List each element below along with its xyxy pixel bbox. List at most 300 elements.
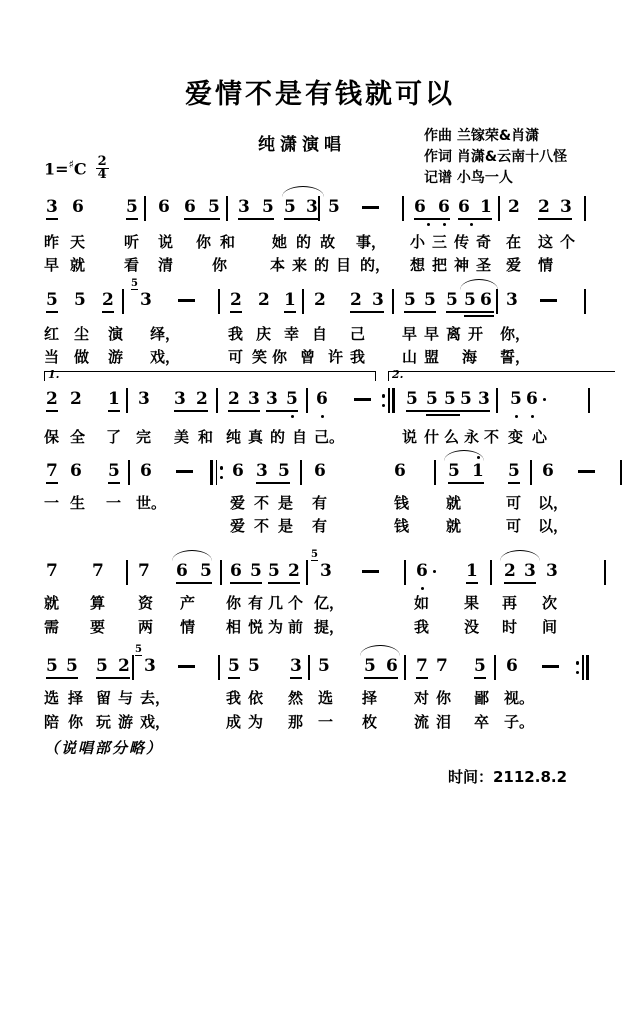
lyric: 神 (454, 256, 470, 274)
note: 6 (70, 461, 82, 481)
octave-dot-low (531, 415, 534, 418)
lyric: 清 (158, 256, 174, 274)
lyric: 对 (414, 689, 430, 707)
note-underline (286, 410, 298, 412)
octave-dot-low (421, 587, 424, 590)
lyric: 什 (424, 428, 440, 446)
lyric: 一 (106, 494, 122, 512)
duration-dash (178, 299, 195, 302)
lyric: 在 (506, 233, 522, 251)
bar-line (218, 655, 220, 680)
note: 5 (474, 657, 486, 676)
slur-arc (500, 550, 540, 561)
repeat-dots (382, 394, 385, 407)
note-underline (438, 218, 450, 220)
lyric: 许 (328, 348, 344, 366)
repeat-end-sign (576, 655, 589, 680)
note: 3 (506, 290, 518, 310)
note-underline (250, 582, 262, 584)
note: 7 (138, 561, 150, 581)
note: 3 (256, 462, 284, 481)
lyric: 是 (278, 517, 294, 535)
lyric: 钱 (394, 494, 410, 512)
lyric: 己 (350, 325, 366, 343)
staff-system (0, 278, 640, 366)
repeat-dots (220, 466, 223, 479)
note: 5 (424, 291, 436, 310)
note-underline (126, 218, 138, 220)
lyric: 奇 (476, 233, 492, 251)
duration-dash (178, 665, 195, 668)
grace-note: 5 (135, 644, 142, 655)
composer-credit: 作曲 兰镓荣&肖潇 (424, 128, 540, 144)
lyric: 和 (220, 233, 236, 251)
note: 5 (228, 657, 240, 676)
lyric: 爱 (230, 494, 246, 512)
lyric: 那 (288, 713, 304, 731)
lyric: 本 (270, 256, 286, 274)
note: 2 (538, 198, 568, 217)
lyric: 圣 (476, 256, 492, 274)
note: 3 5 (311, 549, 332, 581)
barline-thick (586, 655, 589, 680)
lyric: 不 (254, 494, 270, 512)
lyric: 她 (272, 233, 288, 251)
note: 2 (102, 291, 114, 310)
lyric: 天 (70, 233, 86, 251)
lyric: 绎， (150, 325, 181, 343)
key-note: C (73, 159, 87, 179)
note: 2 (288, 562, 300, 581)
lyric: 目 (336, 256, 352, 274)
bar-line (216, 388, 218, 413)
lyric: 誓， (500, 348, 531, 366)
lyric: 尘 (74, 325, 90, 343)
lyric: 和 (198, 428, 214, 446)
note-underline (278, 482, 290, 484)
note: 3 (174, 390, 202, 409)
lyric: 择 (362, 689, 378, 707)
note: 6 (314, 461, 326, 481)
lyric: 去， (140, 689, 171, 707)
note: 7 (46, 561, 58, 581)
lyric: 的 (296, 233, 312, 251)
lyric: 的 (314, 256, 330, 274)
note: 3 (524, 562, 536, 581)
barline-thick (392, 388, 395, 413)
lyric: 全 (70, 428, 86, 446)
note: 3 (560, 198, 572, 217)
note-underline (306, 218, 318, 220)
note: 5 (510, 390, 522, 409)
note: 3 (138, 389, 150, 409)
volta-label: 1. (48, 368, 60, 381)
lyric: 提， (314, 618, 345, 636)
lyric: 需 (44, 618, 60, 636)
bar-line (588, 388, 590, 413)
bar-line (308, 655, 310, 680)
bar-line (584, 289, 586, 314)
lyric: 这 (538, 233, 554, 251)
volta-bracket (44, 368, 376, 381)
duration-dot (543, 398, 546, 401)
note: 6 (184, 198, 218, 217)
duration-dash (362, 570, 379, 573)
note: 2 (258, 290, 270, 310)
note-underline (288, 582, 300, 584)
note: 2 (508, 197, 520, 217)
note: 5 (250, 562, 262, 581)
note: 6 (542, 461, 554, 481)
note: 6 (458, 198, 488, 217)
lyric: 我 (226, 689, 242, 707)
note: 5 (126, 198, 138, 217)
note-underline (480, 315, 492, 317)
repeat-dot (576, 671, 579, 674)
lyric: 传 (454, 233, 470, 251)
staff-system (0, 461, 640, 535)
note-underline (474, 677, 486, 679)
lyric: 听 (124, 233, 140, 251)
note: 5 (328, 197, 340, 217)
lyric: 一 (318, 713, 334, 731)
note: 5 (208, 198, 220, 217)
note: 6 (158, 197, 170, 217)
lyric: 当 (44, 348, 60, 366)
note-underline (196, 410, 208, 412)
note-underline (480, 218, 492, 220)
bar-line (302, 289, 304, 314)
lyric: 我 (228, 325, 244, 343)
note: 1 (284, 291, 296, 310)
repeat-end-sign (382, 388, 395, 413)
note: 7 (436, 656, 448, 676)
lyric: 游 (118, 713, 134, 731)
note: 5 (508, 462, 520, 481)
note: 5 (464, 291, 494, 310)
note: 2 (70, 389, 82, 409)
note: 6 (386, 657, 398, 676)
note: 2 (314, 290, 326, 310)
lyric: 然 (288, 689, 304, 707)
lyric: 与 (118, 689, 134, 707)
note: 5 (426, 390, 460, 409)
note-underline (386, 677, 398, 679)
lyric: 你， (500, 325, 531, 343)
note: 3 (478, 389, 490, 409)
note: 5 (248, 656, 260, 676)
lyric: 不 (254, 517, 270, 535)
octave-dot-low (291, 415, 294, 418)
note: 1 (480, 198, 492, 217)
lyric: 爱 (230, 517, 246, 535)
lyric: 留 (96, 689, 112, 707)
note: 5 (364, 657, 390, 676)
lyric: 离 (446, 325, 462, 343)
lyric: 海 (462, 348, 478, 366)
duration-dash (542, 665, 559, 668)
note: 3 (238, 198, 270, 217)
lyric: 有 (248, 594, 264, 612)
note-underline (118, 677, 130, 679)
note: 6 (176, 562, 206, 581)
lyric: 情 (538, 256, 554, 274)
grace-note: 5 (311, 549, 318, 560)
note: 6 (232, 461, 244, 481)
lyric: 鄙 (474, 689, 490, 707)
bar-line (128, 460, 130, 485)
bar-line (496, 289, 498, 314)
lyric: 果 (464, 594, 480, 612)
lyric: 你 (436, 689, 452, 707)
lyric: 世。 (136, 494, 167, 512)
note: 6 (416, 562, 428, 581)
note: 5 (446, 291, 494, 310)
note-underline (108, 410, 120, 412)
lyric: 可 (506, 494, 522, 512)
meter-denominator: 4 (97, 166, 107, 182)
lyric: 的， (360, 256, 391, 274)
lyric: 个 (288, 594, 304, 612)
bar-line (620, 460, 622, 485)
note: 6 (506, 656, 518, 676)
duration-dash (176, 470, 193, 473)
barline-thin (388, 388, 390, 413)
lyric: 纯 (226, 428, 242, 446)
lyric: 么 (444, 428, 460, 446)
bar-line (126, 560, 128, 585)
note: 5 (200, 562, 212, 581)
lyric: 就 (446, 494, 462, 512)
key-prefix: 1= (44, 159, 69, 179)
lyric: 依 (248, 689, 264, 707)
note: 6 (438, 198, 450, 217)
octave-dot-low (515, 415, 518, 418)
note-underline (208, 218, 220, 220)
lyric: 早 (402, 325, 418, 343)
note-underline (46, 311, 58, 313)
lyric: 戏， (150, 348, 181, 366)
note: 5 (460, 389, 472, 409)
lyric: 曾 (300, 348, 316, 366)
barline-thin (216, 460, 218, 485)
note-underline (372, 311, 384, 313)
lyric: 幸 (284, 325, 300, 343)
lyric: 的 (270, 428, 286, 446)
note: 5 (286, 390, 298, 409)
lyric: 完 (136, 428, 152, 446)
lyric: 真 (248, 428, 264, 446)
note: 5 (448, 462, 482, 481)
note-underline (524, 582, 536, 584)
lyric: 昨 (44, 233, 60, 251)
note-underline (466, 582, 478, 584)
lyric: 是 (278, 494, 294, 512)
lyric: 红 (44, 325, 60, 343)
slur-arc (460, 279, 498, 290)
lyric: 为 (268, 618, 284, 636)
octave-dot-low (321, 415, 324, 418)
duration-dash (578, 470, 595, 473)
lyric: 事， (356, 233, 387, 251)
lyric: 玩 (96, 713, 112, 731)
note-underline (46, 482, 58, 484)
note: 6 (480, 291, 492, 310)
note: 6 (526, 390, 538, 409)
slur-arc (172, 550, 212, 561)
lyric: 相 (226, 618, 242, 636)
note-underline (262, 218, 274, 220)
note: 6 (394, 461, 406, 481)
note: 3 (546, 561, 558, 581)
bar-line (530, 460, 532, 485)
note: 6 (72, 197, 84, 217)
note: 7 (92, 561, 104, 581)
lyric: 产 (180, 594, 196, 612)
lyric: 为 (248, 713, 264, 731)
note: 2 (46, 390, 58, 409)
sharp-accidental: ♯ (68, 158, 74, 171)
note-underline (424, 311, 436, 313)
duration-dot (433, 570, 436, 573)
lyric: 做 (74, 348, 90, 366)
lyric: 泪 (436, 713, 452, 731)
volta-label: 2. (392, 368, 404, 381)
staff-system (0, 368, 640, 446)
note: 5 (46, 291, 58, 310)
lyric: 变 (508, 428, 524, 446)
lyric: 选 (318, 689, 334, 707)
note: 6 (316, 390, 328, 409)
note: 3 (290, 657, 302, 676)
performer: 纯潇演唱 (258, 135, 346, 155)
note: 6 (230, 562, 256, 581)
lyric: 己。 (314, 428, 345, 446)
note-underline (290, 677, 302, 679)
lyric: 要 (90, 618, 106, 636)
lyric: 几 (268, 594, 284, 612)
lyric: 个 (560, 233, 576, 251)
lyric: 再 (502, 594, 518, 612)
note: 3 (266, 390, 292, 409)
staff-system (0, 197, 640, 274)
lyric: 庆 (256, 325, 272, 343)
lyric: 间 (542, 618, 558, 636)
note: 1 (466, 562, 478, 581)
lyric: 钱 (394, 517, 410, 535)
lyric: 小 (410, 233, 426, 251)
staff-system (0, 644, 640, 731)
repeat-dot (220, 476, 223, 479)
duration-dash (540, 299, 557, 302)
bar-line (490, 560, 492, 585)
note: 1 (472, 462, 484, 481)
lyric: 看 (124, 256, 140, 274)
note: 3 (248, 390, 260, 409)
bar-line (584, 196, 586, 221)
lyric: 自 (292, 428, 308, 446)
lyric: 盟 (424, 348, 440, 366)
bar-line (218, 289, 220, 314)
lyric: 你 (68, 713, 84, 731)
note: 5 (318, 656, 330, 676)
lyric: 来 (292, 256, 308, 274)
note-underline (480, 311, 492, 313)
lyric: 游 (108, 348, 124, 366)
bar-line (404, 560, 406, 585)
note: 5 (96, 657, 122, 676)
bar-line (226, 196, 228, 221)
barline-thick (210, 460, 213, 485)
volta-bracket (388, 368, 615, 381)
octave-dot-low (470, 223, 473, 226)
note: 1 (108, 390, 120, 409)
lyric: 早 (424, 325, 440, 343)
lyric: 笑 (252, 348, 268, 366)
bar-line (144, 196, 146, 221)
note: 7 (46, 462, 58, 481)
meter-numerator: 2 (97, 153, 107, 169)
note-underline (228, 677, 240, 679)
bar-line (402, 196, 404, 221)
note: 5 (46, 657, 72, 676)
lyric: 自 (312, 325, 328, 343)
lyric: 不 (484, 428, 500, 446)
note: 7 (416, 657, 428, 676)
note-underline (416, 677, 428, 679)
note: 3 (46, 198, 58, 217)
duration-dash (362, 206, 379, 209)
lyric: 我 (350, 348, 366, 366)
note-underline (508, 482, 520, 484)
lyric: 早 (44, 256, 60, 274)
rap-omitted-note: （说唱部分略） (44, 739, 164, 757)
note-underline (426, 410, 460, 412)
lyric: 演 (108, 325, 124, 343)
bar-line (496, 388, 498, 413)
lyric: 成 (226, 713, 242, 731)
note-underline (108, 482, 120, 484)
lyric: 次 (542, 594, 558, 612)
note: 2 (118, 657, 130, 676)
lyric: 你 (196, 233, 212, 251)
lyric: 想 (410, 256, 426, 274)
lyric: 可 (506, 517, 522, 535)
note: 5 (66, 657, 78, 676)
repeat-start-sign (210, 460, 223, 485)
note: 3 5 (135, 644, 156, 676)
lyricist-credit: 作词 肖潇&云南十八怪 (424, 149, 568, 165)
lyric: 有 (312, 517, 328, 535)
note-underline (200, 582, 212, 584)
bar-line (306, 560, 308, 585)
bar-line (132, 655, 134, 680)
note-underline (66, 677, 78, 679)
note-underline (472, 482, 484, 484)
note: 5 (284, 198, 314, 217)
bar-line (494, 655, 496, 680)
lyric: 说 (402, 428, 418, 446)
note: 5 (74, 290, 86, 310)
note: 2 (228, 390, 254, 409)
octave-dot-low (443, 223, 446, 226)
lyric: 陪 (44, 713, 60, 731)
note: 5 (278, 462, 290, 481)
lyric: 两 (138, 618, 154, 636)
lyric: 悦 (248, 618, 264, 636)
lyric: 爱 (506, 256, 522, 274)
lyric: 时 (502, 618, 518, 636)
